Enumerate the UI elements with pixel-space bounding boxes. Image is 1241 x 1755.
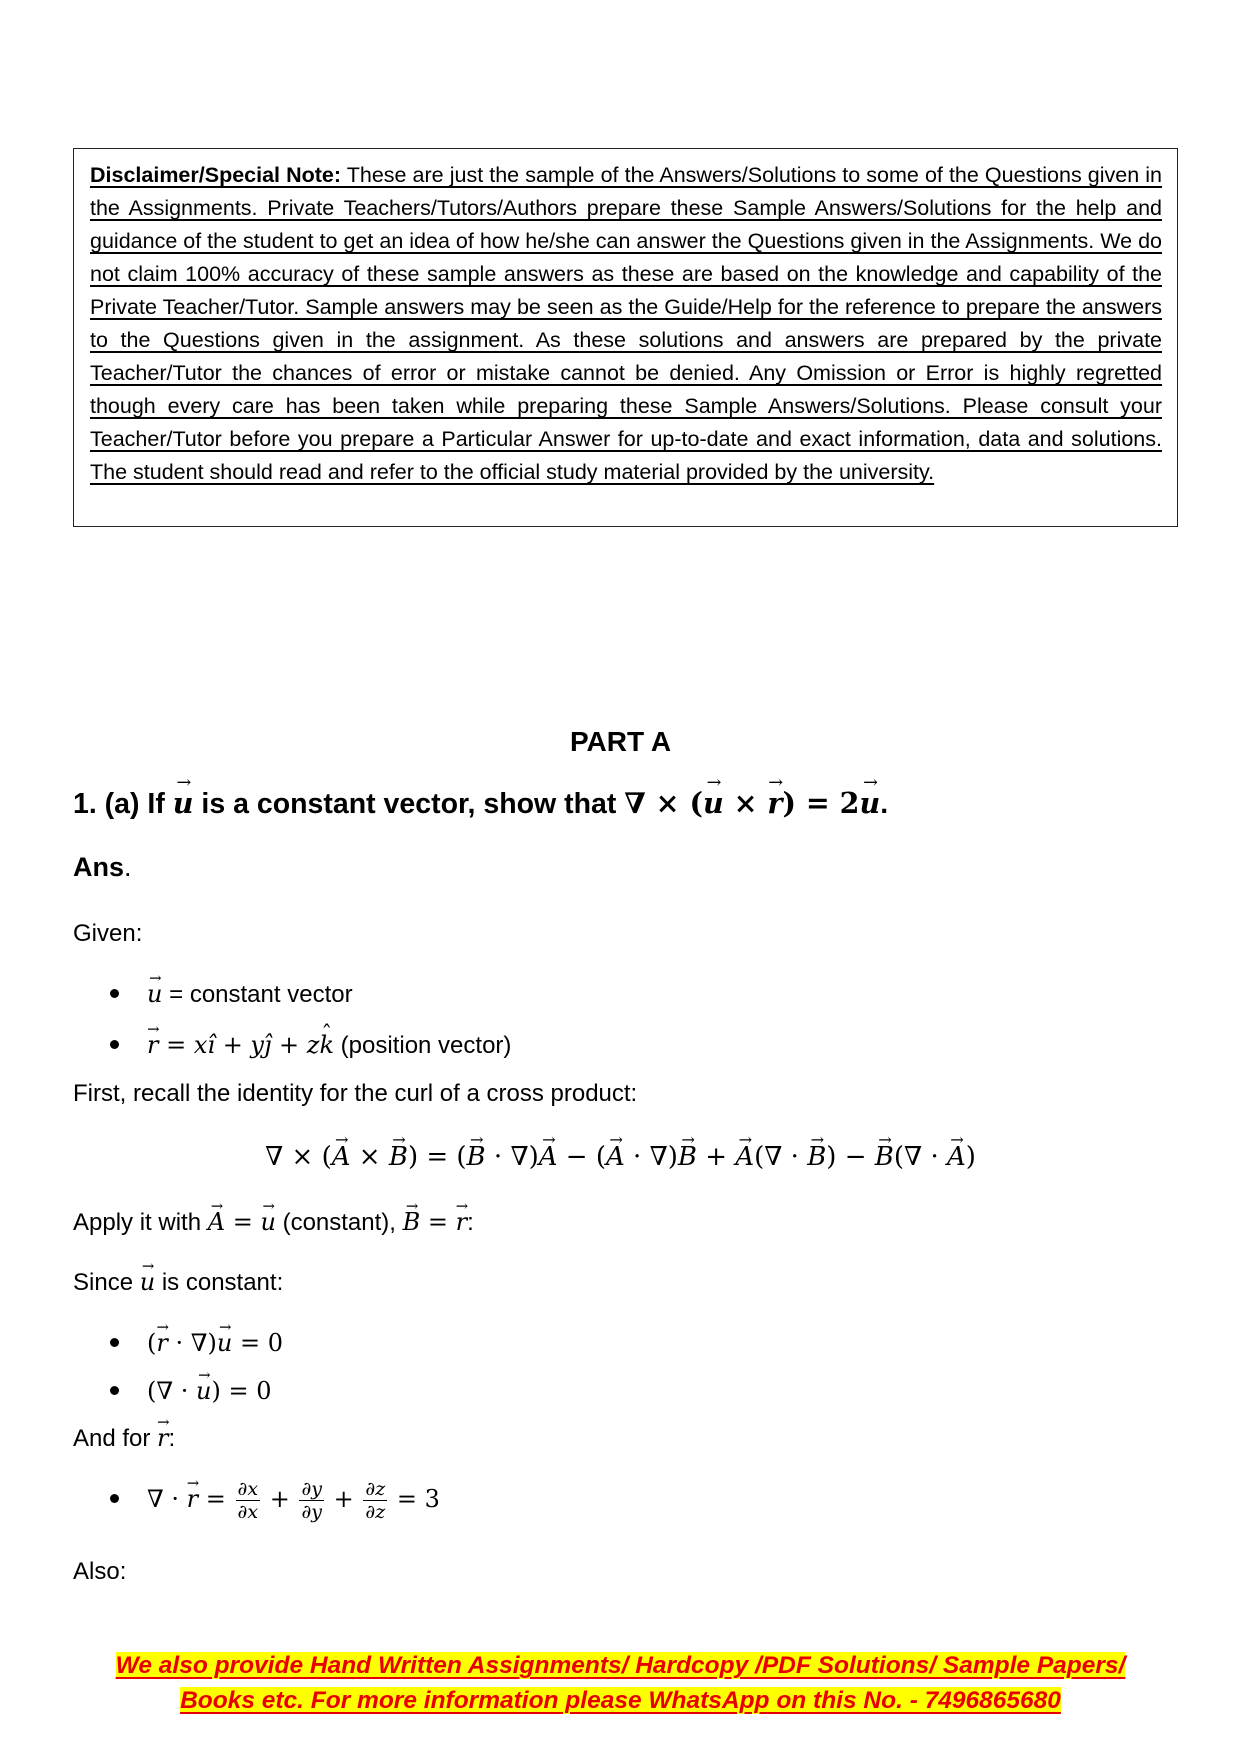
fraction-denominator: ∂z [365,1501,386,1523]
question-prefix: 1. (a) If [73,788,173,820]
k-hat: ˆ k [319,1031,334,1059]
question-rhs: ) = 2 [782,786,860,820]
since-suffix: is constant: [155,1269,284,1296]
bullet-icon [110,1338,119,1347]
vector-r: → r [456,1208,467,1236]
vector-u: → u [703,786,724,820]
given-item [110,980,353,1009]
vector-a: → A [208,1208,225,1236]
equals: = [420,1208,456,1236]
given-item-text: = constant vector [162,981,353,1008]
fraction-numerator: ∂x [237,1478,259,1500]
apply-text [73,1208,474,1237]
fraction-denominator: ∂x [237,1501,259,1523]
curl-identity-equation: ∇ × (→ A × → B) = (→ B · ∇)→ A − (→ A · ∇)→ B + → A(∇ · → B) − → B(∇ · → A) [0,1141,1241,1172]
question-lhs: ∇ × ( [624,786,703,820]
disclaimer-label: Disclaimer/Special Note: [90,163,342,187]
vector-u: → u [147,980,162,1008]
apply-prefix: Apply it with [73,1209,208,1236]
and-for-text [73,1424,175,1453]
question-end: . [880,788,889,820]
vector-u: → u [140,1268,155,1296]
also-text: Also: [73,1558,127,1585]
given-label: Given: [73,920,143,947]
since-prefix: Since [73,1269,140,1296]
since-text [73,1268,283,1297]
answer-label-text: Ans [73,852,125,882]
promo-line-2: Books etc. For more information please WhatsApp on this No. - 7496865680 [180,1687,1061,1714]
promo-banner [0,1648,1241,1718]
given-item-text: (position vector) [334,1032,512,1059]
bullet-icon [110,1494,119,1503]
since-item: (∇ · → u) = 0 [110,1377,271,1406]
vector-r: → r [187,1485,198,1513]
disclaimer-text [90,159,1162,489]
div-result: = 3 [396,1484,440,1513]
fraction-numerator: ∂y [301,1478,322,1500]
promo-line-1: We also provide Hand Written Assignments/ Hardcopy /PDF Solutions/ Sample Papers/ [115,1652,1126,1679]
fraction [363,1478,387,1523]
position-vector-eq: = xî + yĵ + z [158,1031,320,1059]
answer-dot: . [124,852,132,882]
question-heading [73,786,888,821]
vector-u: → u [173,786,194,820]
bullet-icon [110,989,119,998]
disclaimer-body: These are just the sample of the Answers/Solutions to some of the Questions given in the Assignments. Private Teachers/Tutors/Authors prepare these Sample Answers/Solutions for the help and guidance of the student to get an idea of how he/she can answer the Questions given in the Assignments. We do not claim 100% accuracy of these sample answers as these are based on the knowledge and capability of the Private Teacher/Tutor. Sample answers may be seen as the Guide/Help for the reference to prepare the answers to the Questions given in the assignment. As these solutions and answers are prepared by the private Teacher/Tutor the chances of error or mistake cannot be denied. Any Omission or Error is highly regretted though every care has been taken while preparing these Sample Answers/Solutions. Please consult your Teacher/Tutor before you prepare a Particular Answer for up-to-date and exact information, data and solutions. The student should read and refer to the official study material provided by the university. [90,163,1163,484]
vector-r: → r [147,1031,158,1059]
vector-b: → B [403,1208,421,1236]
and-for-prefix: And for [73,1425,158,1452]
divergence-item: ∇ · → r = $\frac{\partial x}{\partial x}$ + $\frac{\partial y}{\partial y}$ + $\frac{\partial z}{\partial z}$ = 3 [110,1478,440,1523]
vector-u: → u [859,786,880,820]
cross-symbol: × [723,786,768,820]
apply-end: : [467,1209,474,1236]
vector-r: → r [157,1424,168,1452]
div-lhs: ∇ · [147,1484,187,1513]
fraction-denominator: ∂y [301,1501,322,1523]
given-item [110,1031,511,1060]
bullet-icon [110,1040,119,1049]
and-for-suffix: : [168,1425,176,1452]
question-middle: is a constant vector, show that [193,788,625,820]
equals: = [225,1208,261,1236]
apply-mid: (constant), [275,1209,403,1236]
vector-u: → u [260,1208,275,1236]
fraction-numerator: ∂z [365,1478,386,1500]
recall-text: First, recall the identity for the curl of a cross product: [73,1080,638,1107]
answer-label [73,852,132,883]
fraction [299,1478,324,1523]
part-title: PART A [569,726,672,757]
fraction [236,1478,261,1523]
bullet-icon [110,1386,119,1395]
since-item: (→ r · ∇)→ u = 0 [110,1329,283,1358]
vector-r: → r [767,786,782,820]
disclaimer-box [73,148,1178,527]
